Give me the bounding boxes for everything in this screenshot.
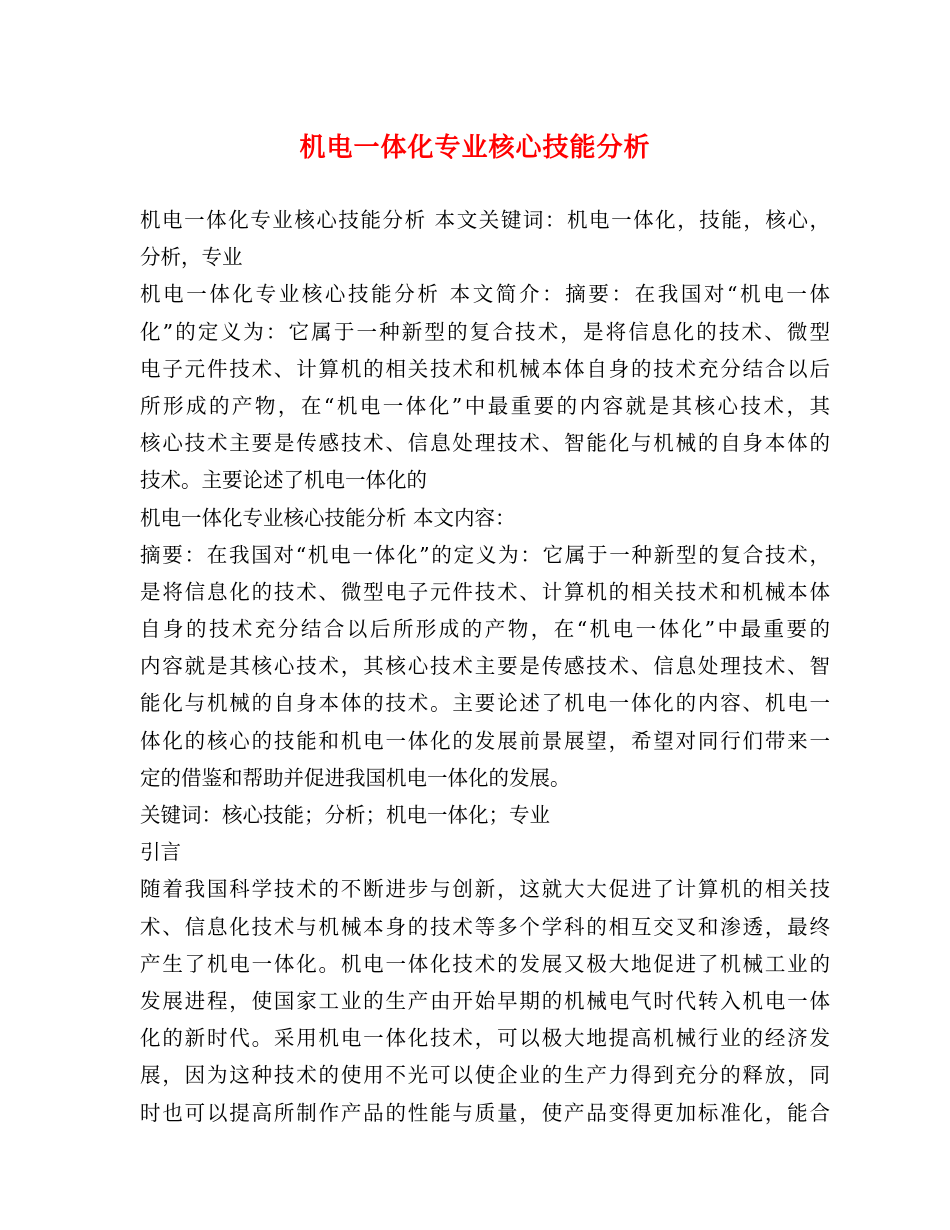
body-line: 电子元件技术、计算机的相关技术和机械本体自身的技术充分结合以后 bbox=[140, 356, 830, 381]
body-line: 内容就是其核心技术，其核心技术主要是传感技术、信息处理技术、智 bbox=[140, 654, 830, 679]
body-line: 机电一体化专业核心技能分析 本文简介：摘要：在我国对“机电一体 bbox=[140, 282, 830, 307]
body-line: 随着我国科学技术的不断进步与创新，这就大大促进了计算机的相关技 bbox=[140, 877, 830, 902]
body-line: 自身的技术充分结合以后所形成的产物，在“机电一体化”中最重要的 bbox=[140, 617, 830, 642]
body-line: 化的新时代。采用机电一体化技术，可以极大地提高机械行业的经济发 bbox=[140, 1026, 830, 1051]
body-line: 能化与机械的自身本体的技术。主要论述了机电一体化的内容、机电一 bbox=[140, 691, 830, 716]
body-line: 术、信息化技术与机械本身的技术等多个学科的相互交叉和渗透，最终 bbox=[140, 914, 830, 939]
body-line: 体化的核心的技能和机电一体化的发展前景展望，希望对同行们带来一 bbox=[140, 728, 830, 753]
document-title: 机电一体化专业核心技能分析 bbox=[299, 133, 651, 163]
body-line: 引言 bbox=[140, 840, 181, 865]
body-line: 机电一体化专业核心技能分析 本文内容： bbox=[140, 505, 516, 530]
body-line: 关键词：核心技能；分析；机电一体化；专业 bbox=[140, 803, 550, 827]
body-line: 发展进程，使国家工业的生产由开始早期的机械电气时代转入机电一体 bbox=[140, 988, 830, 1013]
body-line: 摘要：在我国对“机电一体化”的定义为：它属于一种新型的复合技术， bbox=[140, 542, 830, 567]
body-line: 化”的定义为：它属于一种新型的复合技术，是将信息化的技术、微型 bbox=[140, 319, 830, 344]
body-line: 机电一体化专业核心技能分析 本文关键词：机电一体化，技能，核心， bbox=[140, 208, 830, 232]
body-line: 定的借鉴和帮助并促进我国机电一体化的发展。 bbox=[140, 765, 571, 790]
body-line: 展，因为这种技术的使用不光可以使企业的生产力得到充分的释放，同 bbox=[140, 1063, 830, 1088]
body-line: 分析，专业 bbox=[140, 245, 243, 270]
document-body bbox=[140, 202, 830, 1132]
body-line: 是将信息化的技术、微型电子元件技术、计算机的相关技术和机械本体 bbox=[140, 579, 830, 604]
body-line: 产生了机电一体化。机电一体化技术的发展又极大地促进了机械工业的 bbox=[140, 951, 830, 976]
body-line: 技术。主要论述了机电一体化的 bbox=[140, 468, 427, 493]
body-line: 所形成的产物，在“机电一体化”中最重要的内容就是其核心技术，其 bbox=[140, 393, 830, 418]
body-line: 核心技术主要是传感技术、信息处理技术、智能化与机械的自身本体的 bbox=[140, 431, 830, 456]
body-line: 时也可以提高所制作产品的性能与质量，使产品变得更加标准化，能合 bbox=[140, 1100, 830, 1125]
